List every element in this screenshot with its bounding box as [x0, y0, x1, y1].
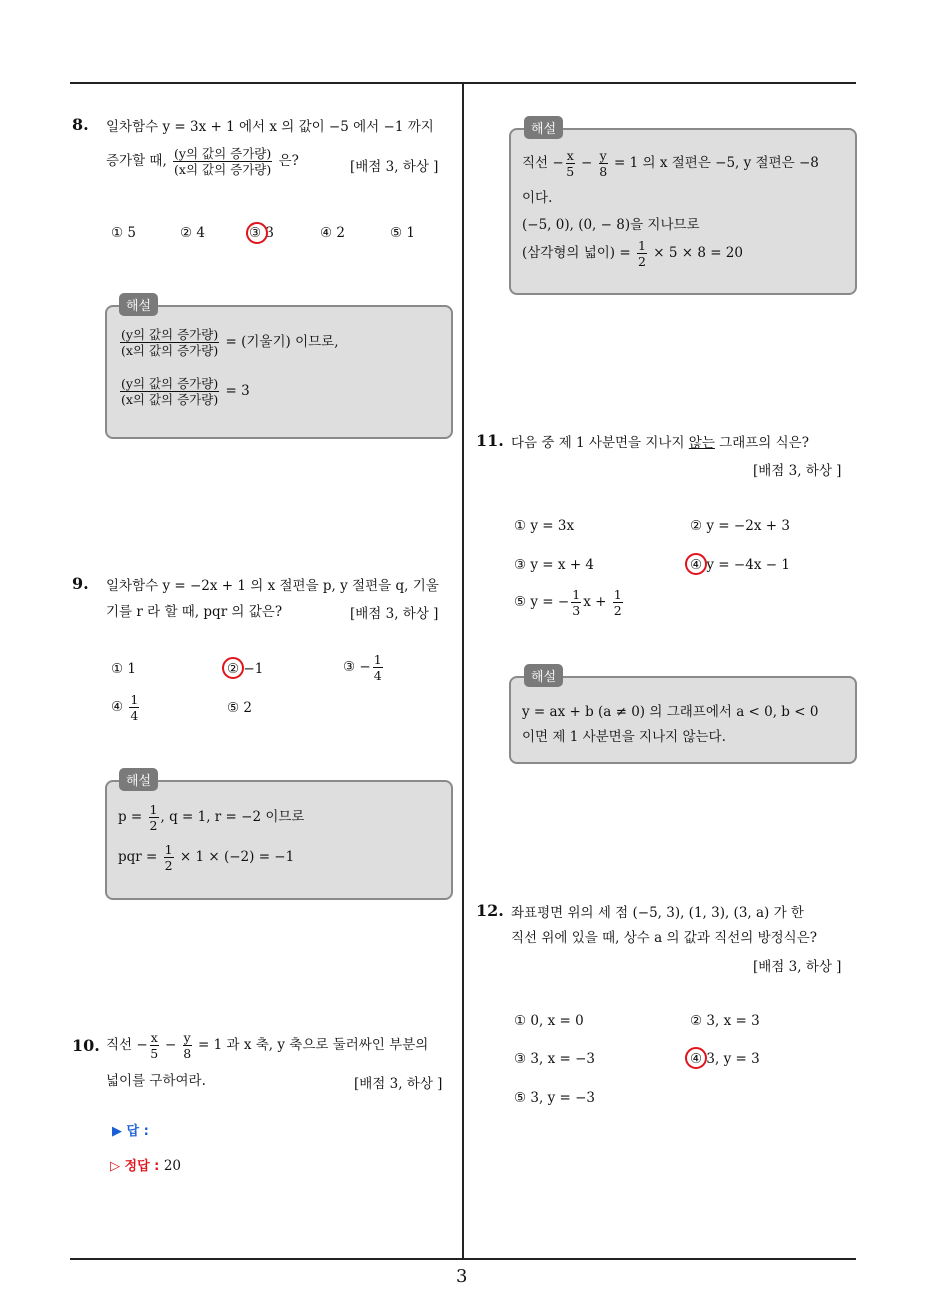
- q11-c5-frac2: [613, 587, 623, 618]
- q8-sol-line1-suffix: = (기울기) 이므로,: [225, 334, 339, 350]
- q9-line1: 일차함수 y = −2x + 1 의 x 절편을 p, y 절편을 q, 기울: [106, 578, 439, 594]
- q10-sol-line2: 이다.: [522, 190, 553, 206]
- q11-choice-5[interactable]: [514, 587, 625, 618]
- q9-sol-l2-pre: pqr =: [118, 849, 158, 865]
- q9-answer-circle: [222, 657, 244, 679]
- q10-line2: 넓이를 구하여라.: [106, 1073, 206, 1089]
- column-divider: [462, 82, 464, 1259]
- q9-sol-l2-den: 2: [164, 858, 173, 873]
- q10-number: 10.: [72, 1036, 100, 1055]
- q11-c5-mid: x +: [583, 594, 607, 610]
- q10-sol-frac-x: [566, 148, 575, 179]
- q10-suf: = 1 과 x 축, y 축으로 둘러싸인 부분의: [198, 1037, 429, 1053]
- q9-choice-2[interactable]: ② −1: [227, 661, 264, 677]
- q9-choice-4[interactable]: [111, 692, 141, 723]
- q11-line1: [511, 432, 809, 454]
- q10-frac-x: [150, 1030, 159, 1061]
- q9-c3-den: 4: [373, 668, 382, 683]
- q11-line1-pre: 다음 중 제 1 사분면을 지나지: [511, 435, 689, 451]
- q8-sol-frac2-den: (x의 값의 증가량): [121, 392, 219, 407]
- q8-choice-4[interactable]: ④ 2: [320, 225, 345, 241]
- q10-sol-mid: −: [581, 155, 593, 171]
- q10-answer-label: ▶ 답 :: [112, 1124, 149, 1139]
- q9-sol-l1-suf: , q = 1, r = −2 이므로: [160, 809, 305, 825]
- q8-fraction: [173, 146, 272, 177]
- q8-line2-suffix: 은?: [278, 153, 299, 169]
- q8-line2-prefix: 증가할 때,: [106, 153, 167, 169]
- q11-c5-f1-num: 1: [572, 587, 581, 602]
- q10-sol-line3: (−5, 0), (0, − 8)을 지나므로: [522, 217, 700, 233]
- q11-c5-f2-den: 2: [613, 603, 622, 618]
- q8-solution-box: [105, 305, 453, 439]
- q9-number: 9.: [72, 574, 89, 593]
- q12-answer-circle: [685, 1047, 707, 1069]
- q9-sol-line1: [118, 802, 304, 833]
- q9-sol-l1-den: 2: [149, 818, 158, 833]
- q10-f1-den: 5: [150, 1046, 159, 1061]
- q11-c5-frac1: [571, 587, 581, 618]
- q9-choice-3-label: ③ −: [343, 659, 371, 675]
- q9-choice-5[interactable]: ⑤ 2: [227, 700, 252, 716]
- q10-line1: [106, 1030, 428, 1061]
- q10-solution-label: 해설: [524, 116, 563, 139]
- q9-sol-l2-num: 1: [164, 842, 173, 857]
- q10-sol-l4-den: 2: [637, 254, 646, 269]
- q11-choice-3[interactable]: ③ y = x + 4: [514, 557, 595, 573]
- q11-c5-f1-den: 3: [572, 603, 581, 618]
- q10-sol-l4-pre: (삼각형의 넓이) =: [522, 245, 631, 261]
- q9-choice-3-frac: [373, 652, 383, 683]
- q9-sol-l2-suf: × 1 × (−2) = −1: [179, 849, 295, 865]
- q10-sol-f1-num: x: [566, 148, 574, 163]
- q9-sol-l2-frac: [164, 842, 174, 873]
- q10-sol-f1-den: 5: [566, 164, 575, 179]
- q9-sol-l1-frac: [149, 802, 159, 833]
- q10-sol-l4-suf: × 5 × 8 = 20: [653, 245, 743, 261]
- q10-sol-pre: 직선 −: [522, 155, 564, 171]
- q9-sol-line2: [118, 842, 294, 873]
- q10-mid: −: [165, 1037, 177, 1053]
- q12-line1: 좌표평면 위의 세 점 (−5, 3), (1, 3), (3, a) 가 한: [511, 905, 804, 921]
- q11-choice-2[interactable]: ② y = −2x + 3: [690, 518, 790, 534]
- q9-sol-l1-pre: p =: [118, 809, 143, 825]
- q8-choice-5[interactable]: ⑤ 1: [390, 225, 415, 241]
- q11-sol-line2: 이면 제 1 사분면을 지나지 않는다.: [522, 729, 726, 745]
- q8-choice-3[interactable]: ③ 3: [249, 225, 274, 241]
- q11-answer-circle: [685, 553, 707, 575]
- q8-line2: [106, 146, 299, 177]
- q10-sol-suf: = 1 의 x 절편은 −5, y 절편은 −8: [614, 155, 819, 171]
- q11-choice-5-label: ⑤ y = −: [514, 594, 570, 610]
- q10-f2-den: 8: [183, 1046, 192, 1061]
- q9-solution-label: 해설: [119, 768, 158, 791]
- q8-sol-frac2-num: (y의 값의 증가량): [121, 376, 219, 391]
- q12-choice-5[interactable]: ⑤ 3, y = −3: [514, 1090, 595, 1106]
- q8-sol-frac1-num: (y의 값의 증가량): [121, 327, 219, 342]
- q11-sol-line1: y = ax + b (a ≠ 0) 의 그래프에서 a < 0, b < 0: [522, 704, 819, 720]
- q11-c5-f2-num: 1: [613, 587, 622, 602]
- q8-number: 8.: [72, 115, 89, 134]
- q8-sol-line2-suffix: = 3: [225, 383, 250, 399]
- q11-solution-box: [509, 676, 857, 764]
- q8-sol-frac1-den: (x의 값의 증가량): [121, 343, 219, 358]
- q10-correct-row: [110, 1155, 181, 1174]
- q10-sol-line1: [522, 148, 819, 179]
- q11-number: 11.: [476, 431, 504, 450]
- q10-pre: 직선 −: [106, 1037, 148, 1053]
- q8-answer-circle: [246, 222, 268, 244]
- q9-line2: 기를 r 라 할 때, pqr 의 값은?: [106, 604, 283, 620]
- q11-line1-underlined: 않는: [688, 435, 715, 451]
- q8-solution-label: 해설: [119, 293, 158, 316]
- q11-meta: [배점 3, 하상 ]: [753, 463, 842, 479]
- q8-sol-frac1: [120, 327, 219, 358]
- q9-c4-num: 1: [130, 692, 139, 707]
- q8-frac-num: (y의 값의 증가량): [174, 146, 272, 161]
- q10-meta: [배점 3, 하상 ]: [354, 1076, 443, 1092]
- q8-sol-frac2: [120, 376, 219, 407]
- q10-correct-label: ▷ 정답 :: [110, 1159, 160, 1174]
- q8-meta: [배점 3, 하상 ]: [350, 159, 439, 175]
- q8-sol-line1: [118, 327, 338, 358]
- q12-line2: 직선 위에 있을 때, 상수 a 의 값과 직선의 방정식은?: [511, 930, 817, 946]
- q12-choice-3[interactable]: ③ 3, x = −3: [514, 1051, 595, 1067]
- q10-sol-f2-num: y: [599, 148, 607, 163]
- q9-solution-box: [105, 780, 453, 900]
- q10-sol-f2-den: 8: [599, 164, 608, 179]
- q11-line1-suf: 그래프의 식은?: [714, 435, 809, 451]
- q11-choice-1[interactable]: ① y = 3x: [514, 518, 575, 534]
- q9-choice-3[interactable]: [343, 652, 385, 683]
- q10-sol-line4: [522, 238, 743, 269]
- q10-frac-y: [183, 1030, 192, 1061]
- q9-choice-4-label: ④: [111, 699, 124, 715]
- q11-solution-label: 해설: [524, 664, 563, 687]
- q8-line1: 일차함수 y = 3x + 1 에서 x 의 값이 −5 에서 −1 까지: [106, 119, 434, 135]
- q12-meta: [배점 3, 하상 ]: [753, 959, 842, 975]
- q12-choice-2[interactable]: ② 3, x = 3: [690, 1013, 760, 1029]
- q12-choice-4[interactable]: ④ 3, y = 3: [690, 1051, 760, 1067]
- q9-c4-den: 4: [130, 708, 139, 723]
- q10-f1-num: x: [150, 1030, 158, 1045]
- q10-sol-l4-num: 1: [637, 238, 646, 253]
- q9-meta: [배점 3, 하상 ]: [350, 606, 439, 622]
- page-number: 3: [456, 1266, 468, 1287]
- q10-sol-frac-y: [599, 148, 608, 179]
- q12-choice-1[interactable]: ① 0, x = 0: [514, 1013, 584, 1029]
- q9-c3-num: 1: [373, 652, 382, 667]
- q10-correct-value: 20: [163, 1158, 182, 1174]
- q11-choice-4[interactable]: ④ y = −4x − 1: [690, 557, 790, 573]
- q10-f2-num: y: [183, 1030, 191, 1045]
- q10-sol-l4-frac: [637, 238, 647, 269]
- q8-frac-den: (x의 값의 증가량): [174, 162, 272, 177]
- q9-sol-l1-num: 1: [149, 802, 158, 817]
- q9-choice-4-frac: [129, 692, 139, 723]
- q8-choice-2[interactable]: ② 4: [180, 225, 205, 241]
- q12-number: 12.: [476, 901, 504, 920]
- q8-choice-1[interactable]: ① 5: [111, 225, 136, 241]
- q9-choice-1[interactable]: ① 1: [111, 661, 136, 677]
- q8-sol-line2: [118, 376, 250, 407]
